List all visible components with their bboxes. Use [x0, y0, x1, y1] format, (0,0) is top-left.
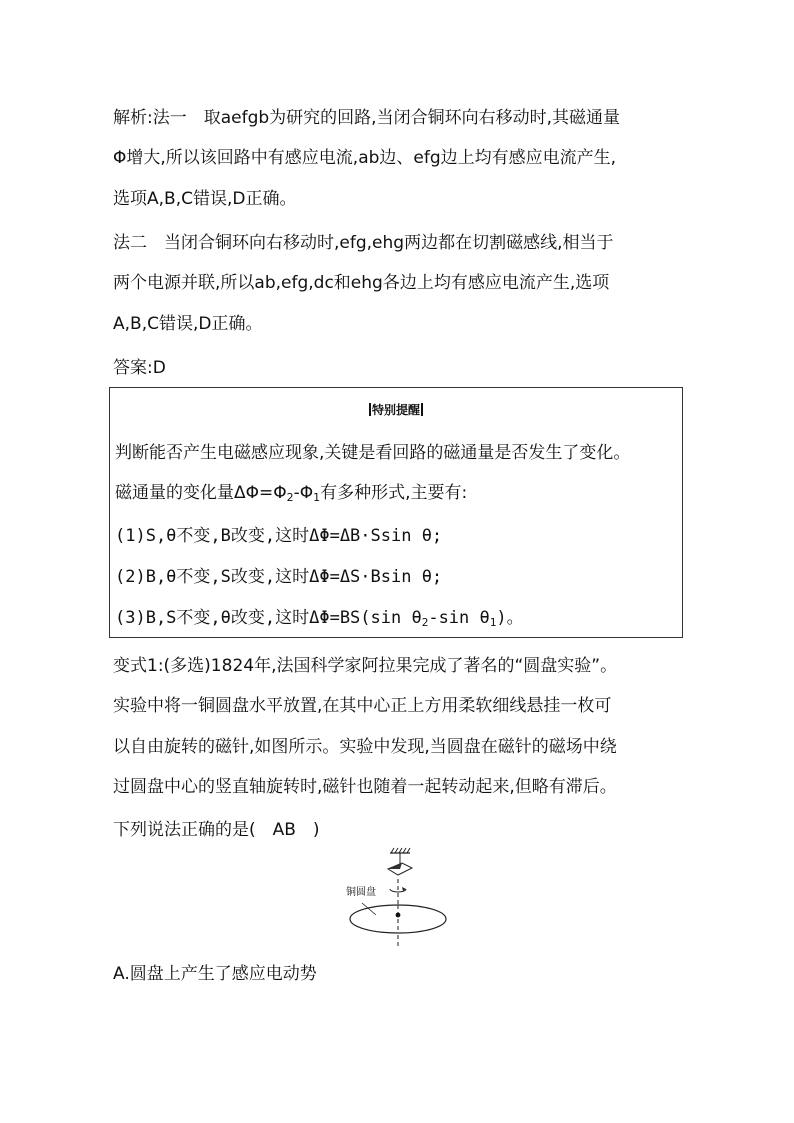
variant-line-1: 变式1:(多选)1824年,法国科学家阿拉果完成了著名的“圆盘实验”。 [113, 656, 618, 676]
title-bar-right [421, 403, 423, 416]
tip-line-5-b: -sin θ [428, 608, 490, 628]
analysis-line-5: 两个电源并联,所以ab,efg,dc和ehg各边上均有感应电流产生,选项 [113, 273, 610, 293]
tip-line-1: 判断能否产生电磁感应现象,关键是看回路的磁通量是否发生了变化。 [115, 443, 631, 463]
variant-line-5: 下列说法正确的是( AB ) [113, 820, 320, 840]
analysis-line-1: 解析:法一 取aefgb为研究的回路,当闭合铜环向右移动时,其磁通量 [113, 108, 620, 128]
tip-line-2-a: 磁通量的变化量ΔΦ=Φ [115, 483, 287, 503]
disk-label: 铜圆盘 [346, 887, 376, 898]
tip-line-5 [115, 606, 524, 630]
answer-line: 答案:D [113, 358, 166, 378]
tip-line-2-b: -Φ [293, 483, 314, 503]
analysis-line-4: 法二 当闭合铜环向右移动时,efg,ehg两边都在切割磁感线,相当于 [113, 233, 614, 253]
tip-line-4: (2)B,θ不变,S改变,这时ΔΦ=ΔS·Bsin θ; [115, 567, 443, 587]
analysis-line-2: Φ增大,所以该回路中有感应电流,ab边、efg边上均有感应电流产生, [113, 148, 617, 168]
variant-line-2: 实验中将一铜圆盘水平放置,在其中心正上方用柔软细线悬挂一枚可 [113, 696, 612, 716]
tip-line-2-sub-1: 2 [286, 491, 294, 504]
variant-line-4: 过圆盘中心的竖直轴旋转时,磁针也随着一起转动起来,但略有滞后。 [113, 777, 617, 797]
tip-line-2-sub-2: 1 [313, 491, 321, 504]
tip-line-5-sub-2: 1 [489, 616, 497, 629]
special-tip-title [110, 402, 682, 418]
variant-line-3: 以自由旋转的磁针,如图所示。实验中发现,当圆盘在磁针的磁场中绕 [113, 737, 617, 757]
tip-line-5-a: (3)B,S不变,θ改变,这时ΔΦ=BS(sin θ [115, 608, 422, 628]
special-tip-box [109, 387, 683, 638]
tip-line-5-sub-1: 2 [421, 616, 429, 629]
copper-disk-figure [330, 845, 460, 950]
tip-line-3: (1)S,θ不变,B改变,这时ΔΦ=ΔB·Ssin θ; [115, 526, 443, 546]
title-bar-left [369, 403, 371, 416]
analysis-line-3: 选项A,B,C错误,D正确。 [113, 189, 297, 209]
tip-line-5-c: )。 [496, 608, 524, 628]
special-tip-title-text: 特别提醒 [371, 403, 420, 417]
analysis-line-6: A,B,C错误,D正确。 [113, 314, 263, 334]
option-a: A.圆盘上产生了感应电动势 [113, 964, 317, 984]
tip-line-2-c: 有多种形式,主要有: [320, 483, 468, 503]
tip-line-2 [115, 481, 467, 505]
